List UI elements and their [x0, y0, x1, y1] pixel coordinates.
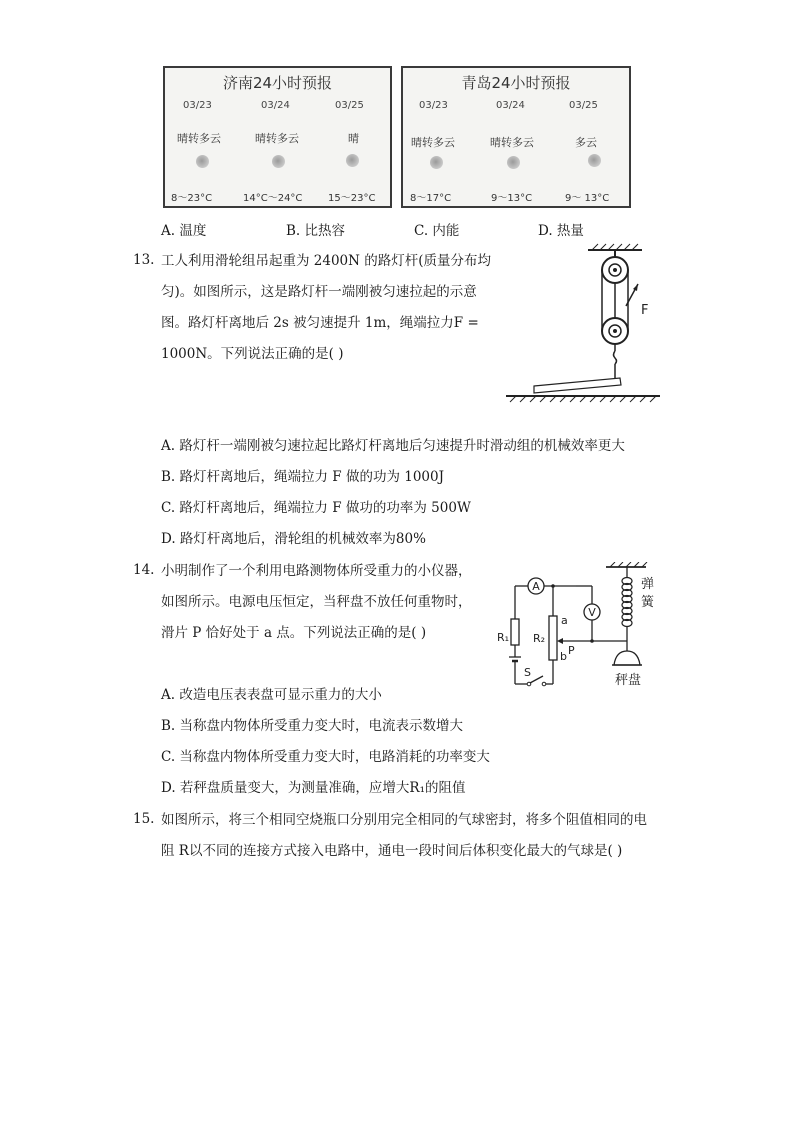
weather-icon: [196, 155, 209, 168]
q14-stem-line: 滑片 P 恰好处于 a 点。下列说法正确的是( ): [161, 625, 427, 641]
weather-condition: 晴转多云: [255, 132, 299, 145]
r1-label: R₁: [497, 631, 510, 644]
weighing-circuit-figure: [488, 562, 668, 692]
q13-stem-line: 图。路灯杆离地后 2s 被匀速提升 1m，绳端拉力F =: [161, 315, 479, 331]
force-arrow: [633, 284, 638, 291]
q12-option-a: A. 温度: [161, 223, 207, 239]
weather-icon: [272, 155, 285, 168]
weather-date: 03/25: [335, 100, 364, 111]
q14-option-b: B. 当称盘内物体所受重力变大时，电流表示数增大: [161, 718, 464, 734]
q13-option-a: A. 路灯杆一端刚被匀速拉起比路灯杆离地后匀速提升时滑动组的机械效率更大: [161, 438, 625, 454]
weather-temperature: 15～23°C: [328, 193, 376, 204]
rheostat-r2: [549, 616, 557, 660]
weather-icon: [507, 156, 520, 169]
spring-label: 簧: [641, 595, 655, 610]
weather-temperature: 8～23°C: [171, 193, 213, 204]
point-b-label: b: [560, 650, 567, 663]
weather-condition: 多云: [575, 136, 597, 149]
weather-temperature: 9～13°C: [491, 193, 533, 204]
weather-date: 03/23: [419, 100, 448, 111]
q13-stem-line: 工人利用滑轮组吊起重为 2400N 的路灯杆(质量分布均: [161, 253, 492, 269]
q13-stem-line: 匀)。如图所示，这是路灯杆一端刚被匀速拉起的示意: [161, 284, 477, 300]
q15-number: 15.: [133, 811, 155, 827]
point-a-label: a: [561, 614, 568, 627]
weather-date: 03/24: [261, 100, 290, 111]
weather-panel-qingdao: [401, 66, 631, 208]
switch: [530, 676, 543, 683]
q14-stem-line: 小明制作了一个利用电路测物体所受重力的小仪器，: [161, 563, 472, 579]
weather-panel-title: 济南24小时预报: [222, 74, 333, 92]
q13-option-b: B. 路灯杆离地后，绳端拉力 F 做的功为 1000J: [161, 469, 445, 485]
voltmeter-label: V: [588, 606, 596, 619]
q12-option-c: C. 内能: [414, 223, 460, 239]
spring-label: 弹: [641, 577, 655, 592]
q14-stem-line: 如图所示。电源电压恒定，当秤盘不放任何重物时，: [161, 594, 472, 610]
weather-panel-title: 青岛24小时预报: [461, 74, 571, 92]
weather-icon: [346, 154, 359, 167]
weather-icon: [430, 156, 443, 169]
weather-condition: 晴: [348, 132, 359, 145]
q13-option-c: C. 路灯杆离地后，绳端拉力 F 做功的功率为 500W: [161, 500, 471, 516]
pan-label: 秤盘: [615, 673, 642, 688]
force-label: F: [641, 303, 649, 318]
q13-option-d: D. 路灯杆离地后，滑轮组的机械效率为80%: [161, 531, 426, 547]
q14-option-c: C. 当称盘内物体所受重力变大时，电路消耗的功率变大: [161, 749, 490, 765]
slider-arrow: [557, 638, 563, 644]
weather-temperature: 14°C～24°C: [243, 193, 303, 204]
weather-icon: [588, 154, 601, 167]
q13-stem-line: 1000N。下列说法正确的是( ): [161, 346, 344, 362]
weather-condition: 晴转多云: [411, 136, 455, 149]
q14-option-a: A. 改造电压表表盘可显示重力的大小: [161, 687, 382, 703]
switch-label: S: [524, 666, 531, 679]
weather-date: 03/23: [183, 100, 212, 111]
q15-stem-line: 阻 R以不同的连接方式接入电路中，通电一段时间后体积变化最大的气球是( ): [161, 843, 623, 859]
weather-temperature: 8～17°C: [410, 193, 452, 204]
weather-temperature: 9～ 13°C: [565, 193, 610, 204]
slider-p-label: P: [568, 644, 575, 657]
weighing-pan: [614, 651, 640, 665]
weather-panel-jinan: [163, 66, 392, 208]
ammeter-label: A: [532, 580, 540, 593]
q15-stem-line: 如图所示，将三个相同空烧瓶口分别用完全相同的气球密封，将多个阻值相同的电: [161, 812, 647, 828]
pulley-system-figure: [500, 240, 665, 405]
weather-date: 03/24: [496, 100, 525, 111]
lamp-pole: [534, 378, 621, 393]
spring-coil: [622, 578, 632, 627]
q12-option-d: D. 热量: [538, 223, 584, 239]
weather-condition: 晴转多云: [177, 132, 221, 145]
q14-number: 14.: [133, 562, 155, 578]
q12-option-b: B. 比热容: [286, 223, 346, 239]
weather-date: 03/25: [569, 100, 598, 111]
resistor-r1: [511, 619, 519, 645]
r2-label: R₂: [533, 632, 546, 645]
q14-option-d: D. 若秤盘质量变大，为测量准确，应增大R₁的阻值: [161, 780, 466, 796]
q13-number: 13.: [133, 252, 155, 268]
weather-condition: 晴转多云: [490, 136, 534, 149]
